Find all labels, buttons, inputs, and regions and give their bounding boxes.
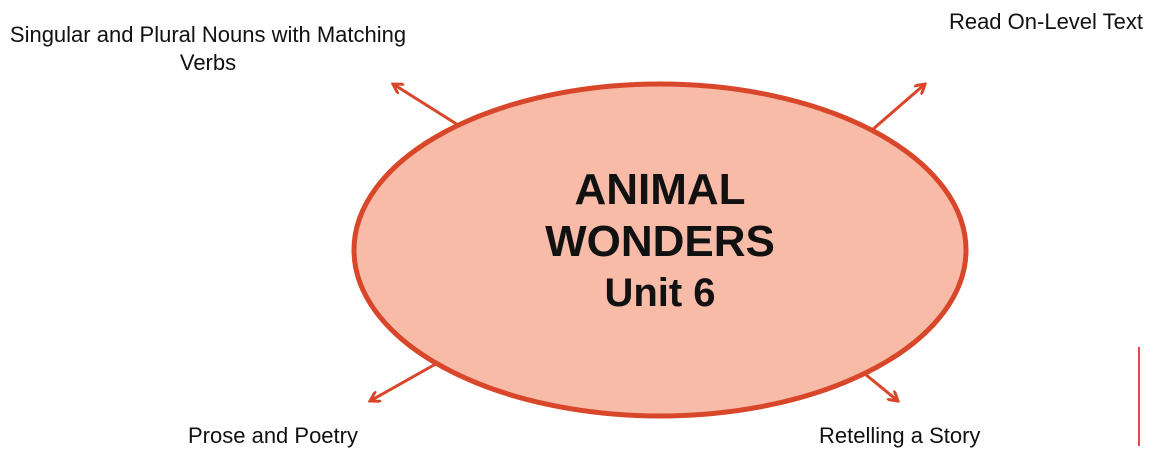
topic-top-right: Read On-Level Text [948, 9, 1143, 34]
right-edge-marker [1138, 347, 1140, 446]
arrow-bottom-left [370, 361, 441, 401]
topic-bottom-left: Prose and Poetry [188, 423, 358, 448]
central-topic-line-1: ANIMAL [574, 165, 746, 214]
arrow-top-left [393, 84, 466, 130]
central-topic-unit: Unit 6 [604, 271, 716, 315]
topic-bottom-right: Retelling a Story [819, 423, 981, 448]
central-topic-line-2: WONDERS [545, 217, 775, 266]
central-topic [480, 164, 840, 318]
topic-top-left: Singular and Plural Nouns with Matching Verbs [9, 22, 407, 75]
